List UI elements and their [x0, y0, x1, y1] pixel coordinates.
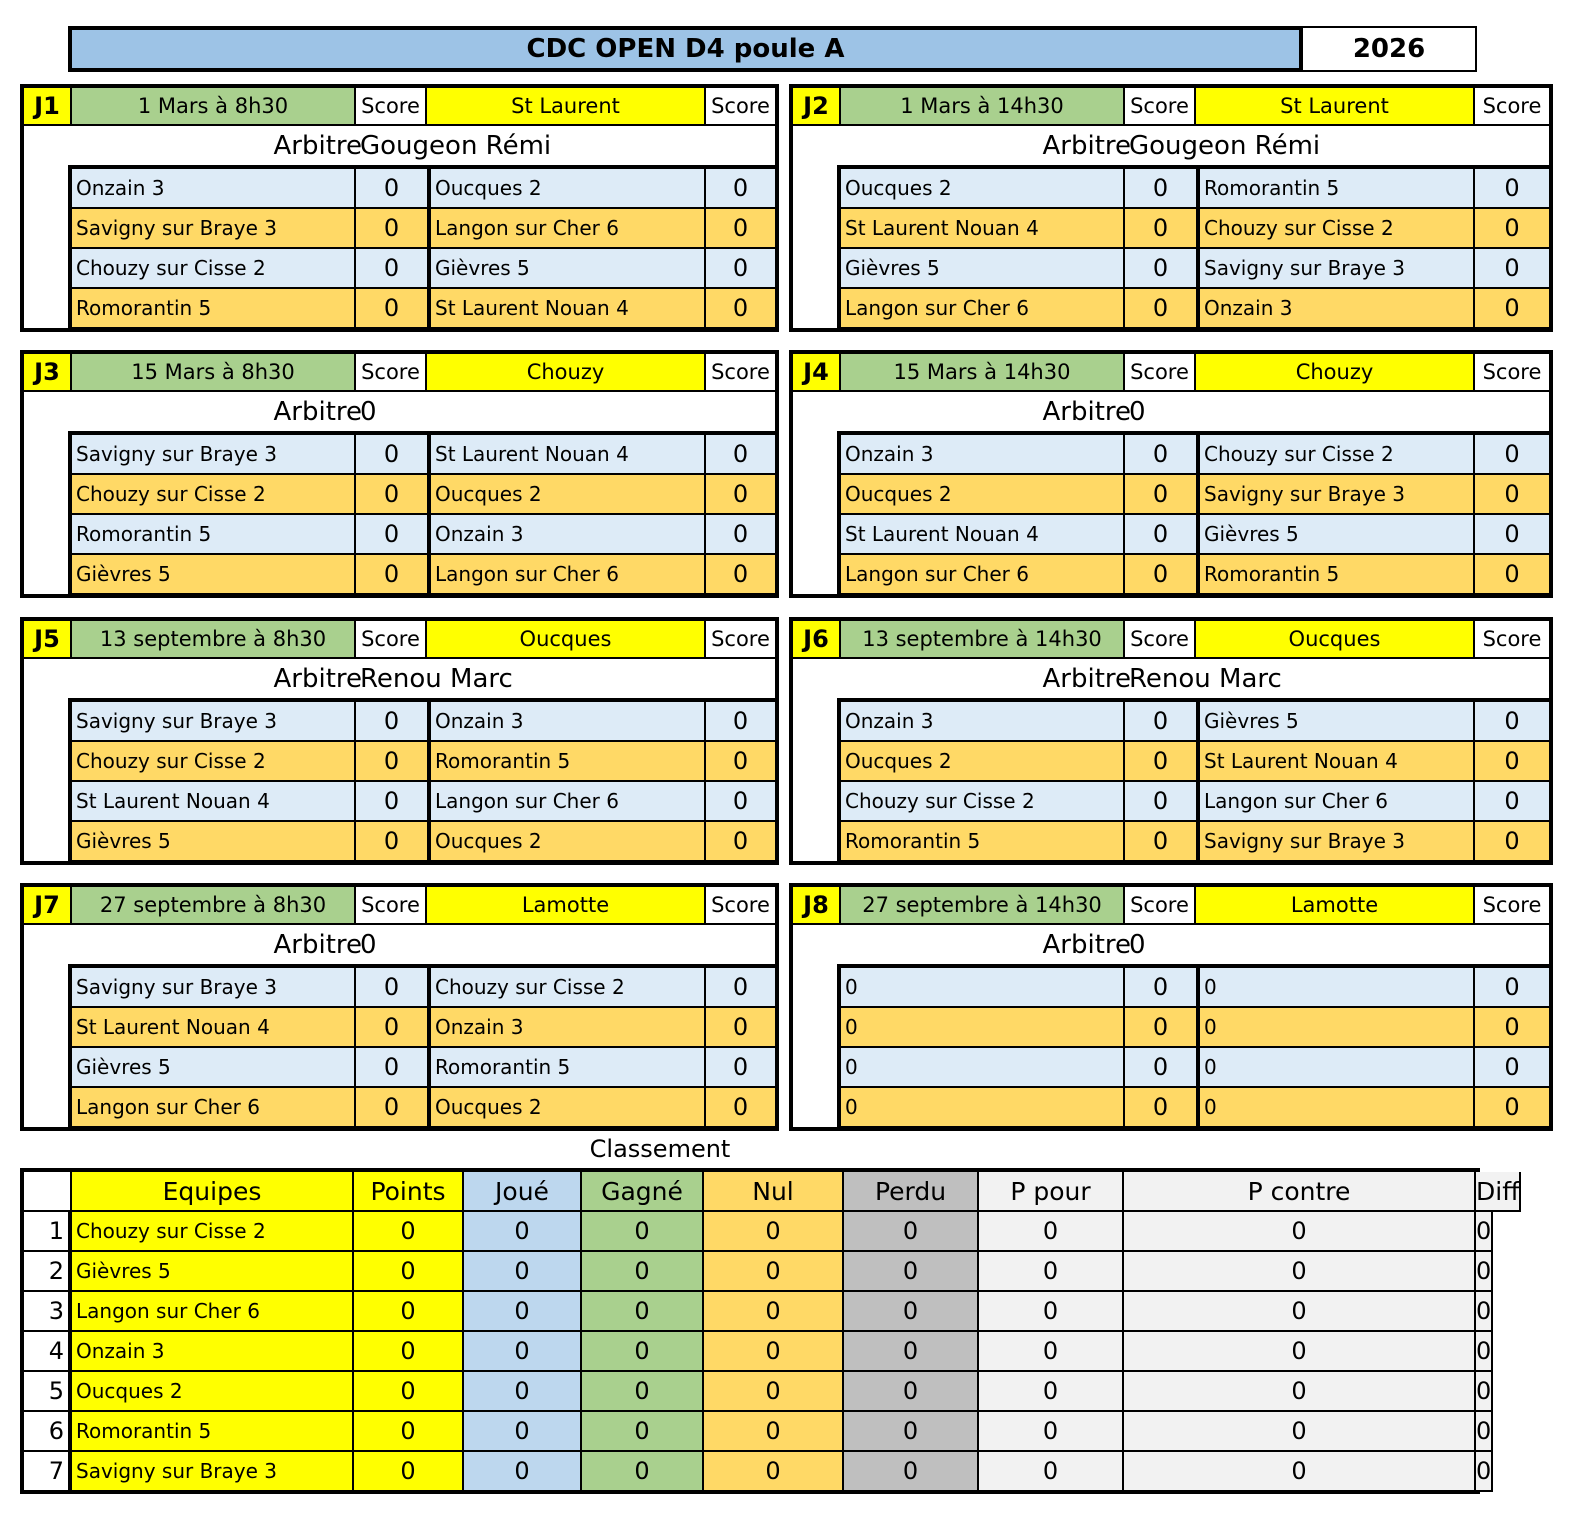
score-header: Score: [1473, 354, 1549, 390]
round-block: [789, 617, 1553, 865]
header-divider: [793, 657, 1549, 659]
column-header: Joué: [464, 1172, 582, 1212]
score-header: Score: [1123, 621, 1196, 657]
home-score[interactable]: 0: [354, 968, 427, 1008]
ranking-value: 0: [1476, 1212, 1493, 1252]
home-team: St Laurent Nouan 4: [72, 1008, 354, 1048]
round-block: [789, 883, 1553, 1131]
round-date: 27 septembre à 8h30: [72, 887, 354, 923]
away-team: Chouzy sur Cisse 2: [427, 968, 704, 1008]
ranking-value: 0: [1124, 1292, 1476, 1332]
away-score[interactable]: 0: [1473, 742, 1549, 782]
header-divider: [793, 923, 1549, 925]
score-header: Score: [1123, 88, 1196, 124]
round-block: [20, 617, 779, 865]
away-team: 0: [1196, 1008, 1473, 1048]
away-team: Oucques 2: [427, 475, 704, 515]
ranking-team: Langon sur Cher 6: [72, 1292, 354, 1332]
round-id: J3: [24, 354, 72, 390]
away-team: Savigny sur Braye 3: [1196, 249, 1473, 289]
home-score[interactable]: 0: [354, 702, 427, 742]
ranking-value: 0: [582, 1452, 704, 1492]
ranking-team: Savigny sur Braye 3: [72, 1452, 354, 1492]
away-team: Onzain 3: [427, 1008, 704, 1048]
score-header: Score: [354, 887, 427, 923]
away-score[interactable]: 0: [1473, 435, 1549, 475]
home-score[interactable]: 0: [354, 822, 427, 862]
home-team: Onzain 3: [72, 169, 354, 209]
rank-number: 4: [24, 1332, 72, 1372]
referee-name: Gougeon Rémi: [1129, 131, 1321, 161]
round-id: J5: [24, 621, 72, 657]
home-team: Romorantin 5: [841, 822, 1123, 862]
ranking-value: 0: [1476, 1372, 1493, 1412]
round-date: 13 septembre à 8h30: [72, 621, 354, 657]
matches-grid: [837, 165, 1549, 328]
page-title: CDC OPEN D4 poule A: [68, 26, 1303, 72]
away-team: Gièvres 5: [1196, 702, 1473, 742]
referee-label: Arbitre: [1042, 397, 1131, 427]
round-date: 15 Mars à 14h30: [841, 354, 1123, 390]
away-team: Langon sur Cher 6: [1196, 782, 1473, 822]
column-header: P pour: [979, 1172, 1124, 1212]
round-venue: Oucques: [427, 621, 704, 657]
ranking-value: 0: [844, 1412, 979, 1452]
away-score[interactable]: 0: [1473, 1048, 1549, 1088]
home-team: Romorantin 5: [72, 289, 354, 329]
referee-name: 0: [1129, 930, 1146, 960]
home-score[interactable]: 0: [354, 435, 427, 475]
rank-number: 5: [24, 1372, 72, 1412]
away-score[interactable]: 0: [704, 822, 775, 862]
referee-label: Arbitre: [1042, 131, 1131, 161]
score-header: Score: [1473, 887, 1549, 923]
away-score[interactable]: 0: [704, 289, 775, 329]
matches-grid: [837, 964, 1549, 1127]
home-team: Langon sur Cher 6: [841, 289, 1123, 329]
home-score[interactable]: 0: [354, 475, 427, 515]
round-venue: Lamotte: [1196, 887, 1473, 923]
home-team: St Laurent Nouan 4: [72, 782, 354, 822]
home-score[interactable]: 0: [1123, 249, 1196, 289]
away-team: St Laurent Nouan 4: [427, 289, 704, 329]
column-header: P contre: [1124, 1172, 1476, 1212]
home-team: 0: [841, 1088, 1123, 1128]
ranking-team: Gièvres 5: [72, 1252, 354, 1292]
ranking-value: 0: [1124, 1412, 1476, 1452]
round-block: [20, 350, 779, 598]
home-score[interactable]: 0: [354, 169, 427, 209]
ranking-value: 0: [979, 1332, 1124, 1372]
round-venue: St Laurent: [427, 88, 704, 124]
ranking-value: 0: [354, 1412, 464, 1452]
round-block: [789, 84, 1553, 332]
ranking-value: 0: [1124, 1212, 1476, 1252]
away-team: St Laurent Nouan 4: [427, 435, 704, 475]
ranking-value: 0: [464, 1412, 582, 1452]
home-team: Chouzy sur Cisse 2: [72, 249, 354, 289]
score-header: Score: [354, 621, 427, 657]
header-divider: [24, 923, 775, 925]
column-header: Diff: [1476, 1172, 1521, 1212]
away-score[interactable]: 0: [704, 968, 775, 1008]
away-team: Savigny sur Braye 3: [1196, 822, 1473, 862]
header-divider: [24, 124, 775, 126]
ranking-value: 0: [582, 1372, 704, 1412]
year-label: 2026: [1303, 26, 1477, 72]
score-header: Score: [704, 621, 775, 657]
rank-number: 7: [24, 1452, 72, 1492]
ranking-value: 0: [979, 1372, 1124, 1412]
rank-number: 1: [24, 1212, 72, 1252]
round-id: J4: [793, 354, 841, 390]
referee-label: Arbitre: [1042, 664, 1131, 694]
ranking-value: 0: [582, 1252, 704, 1292]
round-venue: St Laurent: [1196, 88, 1473, 124]
home-team: Gièvres 5: [841, 249, 1123, 289]
home-score[interactable]: 0: [1123, 515, 1196, 555]
ranking-value: 0: [844, 1452, 979, 1492]
score-header: Score: [354, 88, 427, 124]
home-team: Onzain 3: [841, 702, 1123, 742]
home-score[interactable]: 0: [354, 249, 427, 289]
round-date: 27 septembre à 14h30: [841, 887, 1123, 923]
away-score[interactable]: 0: [1473, 968, 1549, 1008]
home-team: Romorantin 5: [72, 515, 354, 555]
home-team: Savigny sur Braye 3: [72, 435, 354, 475]
matches-grid: [68, 165, 775, 328]
rank-number: 6: [24, 1412, 72, 1452]
score-header: Score: [704, 88, 775, 124]
ranking-table: [20, 1168, 1520, 1494]
ranking-value: 0: [979, 1292, 1124, 1332]
referee-label: Arbitre: [273, 930, 362, 960]
home-team: Chouzy sur Cisse 2: [841, 782, 1123, 822]
home-score[interactable]: 0: [354, 289, 427, 329]
round-date: 1 Mars à 14h30: [841, 88, 1123, 124]
away-score[interactable]: 0: [1473, 249, 1549, 289]
away-team: 0: [1196, 968, 1473, 1008]
home-team: Savigny sur Braye 3: [72, 968, 354, 1008]
away-score[interactable]: 0: [704, 475, 775, 515]
home-score[interactable]: 0: [1123, 822, 1196, 862]
home-team: Chouzy sur Cisse 2: [72, 475, 354, 515]
away-team: Gièvres 5: [427, 249, 704, 289]
ranking-value: 0: [464, 1212, 582, 1252]
away-score[interactable]: 0: [704, 555, 775, 595]
away-score[interactable]: 0: [1473, 475, 1549, 515]
ranking-value: 0: [979, 1452, 1124, 1492]
home-score[interactable]: 0: [354, 782, 427, 822]
ranking-value: 0: [582, 1412, 704, 1452]
away-team: Onzain 3: [427, 702, 704, 742]
away-team: Onzain 3: [427, 515, 704, 555]
away-score[interactable]: 0: [1473, 209, 1549, 249]
home-team: Gièvres 5: [72, 555, 354, 595]
ranking-value: 0: [464, 1452, 582, 1492]
away-score[interactable]: 0: [1473, 1008, 1549, 1048]
home-score[interactable]: 0: [354, 515, 427, 555]
score-header: Score: [704, 887, 775, 923]
ranking-team: Oucques 2: [72, 1372, 354, 1412]
away-team: Chouzy sur Cisse 2: [1196, 435, 1473, 475]
round-id: J7: [24, 887, 72, 923]
score-header: Score: [354, 354, 427, 390]
ranking-value: 0: [354, 1332, 464, 1372]
away-team: Langon sur Cher 6: [427, 209, 704, 249]
rank-number: 3: [24, 1292, 72, 1332]
rank-header: [24, 1172, 72, 1212]
away-score[interactable]: 0: [1473, 555, 1549, 595]
home-score[interactable]: 0: [1123, 1048, 1196, 1088]
away-score[interactable]: 0: [704, 702, 775, 742]
away-score[interactable]: 0: [704, 515, 775, 555]
column-header: Equipes: [72, 1172, 354, 1212]
home-team: Onzain 3: [841, 435, 1123, 475]
home-team: Chouzy sur Cisse 2: [72, 742, 354, 782]
round-venue: Lamotte: [427, 887, 704, 923]
ranking-value: 0: [1124, 1252, 1476, 1292]
home-score[interactable]: 0: [354, 1008, 427, 1048]
referee-name: 0: [360, 930, 377, 960]
home-score[interactable]: 0: [1123, 435, 1196, 475]
ranking-value: 0: [704, 1412, 844, 1452]
matches-grid: [837, 698, 1549, 861]
home-score[interactable]: 0: [1123, 475, 1196, 515]
away-team: Langon sur Cher 6: [427, 782, 704, 822]
home-score[interactable]: 0: [354, 209, 427, 249]
home-score[interactable]: 0: [1123, 742, 1196, 782]
ranking-value: 0: [354, 1452, 464, 1492]
away-team: Oucques 2: [427, 1088, 704, 1128]
away-team: Gièvres 5: [1196, 515, 1473, 555]
ranking-value: 0: [704, 1332, 844, 1372]
away-team: Onzain 3: [1196, 289, 1473, 329]
away-team: Savigny sur Braye 3: [1196, 475, 1473, 515]
home-team: St Laurent Nouan 4: [841, 515, 1123, 555]
away-score[interactable]: 0: [704, 782, 775, 822]
referee-label: Arbitre: [273, 131, 362, 161]
away-score[interactable]: 0: [704, 1008, 775, 1048]
ranking-value: 0: [704, 1212, 844, 1252]
referee-name: Renou Marc: [1129, 664, 1282, 694]
home-score[interactable]: 0: [1123, 289, 1196, 329]
ranking-value: 0: [1476, 1332, 1493, 1372]
round-venue: Chouzy: [1196, 354, 1473, 390]
round-id: J6: [793, 621, 841, 657]
ranking-value: 0: [704, 1372, 844, 1412]
ranking-value: 0: [1476, 1452, 1493, 1492]
header-divider: [793, 124, 1549, 126]
ranking-value: 0: [464, 1292, 582, 1332]
ranking-value: 0: [582, 1212, 704, 1252]
home-team: Savigny sur Braye 3: [72, 702, 354, 742]
home-score[interactable]: 0: [1123, 209, 1196, 249]
away-score[interactable]: 0: [704, 1088, 775, 1128]
referee-name: 0: [360, 397, 377, 427]
round-id: J8: [793, 887, 841, 923]
ranking-value: 0: [354, 1372, 464, 1412]
ranking-value: 0: [354, 1292, 464, 1332]
away-score[interactable]: 0: [1473, 822, 1549, 862]
away-team: Oucques 2: [427, 822, 704, 862]
away-team: Romorantin 5: [1196, 555, 1473, 595]
score-header: Score: [1473, 88, 1549, 124]
home-score[interactable]: 0: [1123, 555, 1196, 595]
ranking-team: Romorantin 5: [72, 1412, 354, 1452]
home-score[interactable]: 0: [1123, 968, 1196, 1008]
away-score[interactable]: 0: [1473, 169, 1549, 209]
ranking-value: 0: [844, 1212, 979, 1252]
away-team: 0: [1196, 1048, 1473, 1088]
ranking-value: 0: [844, 1332, 979, 1372]
away-score[interactable]: 0: [1473, 515, 1549, 555]
header-divider: [24, 657, 775, 659]
away-score[interactable]: 0: [704, 209, 775, 249]
away-team: Romorantin 5: [427, 1048, 704, 1088]
home-team: 0: [841, 1008, 1123, 1048]
round-venue: Oucques: [1196, 621, 1473, 657]
home-score[interactable]: 0: [354, 1088, 427, 1128]
ranking-value: 0: [844, 1372, 979, 1412]
ranking-value: 0: [1476, 1252, 1493, 1292]
home-score[interactable]: 0: [1123, 1088, 1196, 1128]
ranking-value: 0: [1476, 1292, 1493, 1332]
referee-name: Gougeon Rémi: [360, 131, 552, 161]
away-score[interactable]: 0: [1473, 289, 1549, 329]
away-score[interactable]: 0: [704, 169, 775, 209]
away-score[interactable]: 0: [704, 249, 775, 289]
ranking-value: 0: [464, 1332, 582, 1372]
referee-name: 0: [1129, 397, 1146, 427]
matches-grid: [837, 431, 1549, 594]
home-team: 0: [841, 968, 1123, 1008]
away-team: St Laurent Nouan 4: [1196, 742, 1473, 782]
header-divider: [793, 390, 1549, 392]
classement-title: Classement: [589, 1135, 731, 1163]
away-team: Oucques 2: [427, 169, 704, 209]
ranking-value: 0: [464, 1372, 582, 1412]
score-header: Score: [1123, 887, 1196, 923]
score-header: Score: [704, 354, 775, 390]
ranking-value: 0: [704, 1452, 844, 1492]
home-team: Oucques 2: [841, 169, 1123, 209]
home-team: 0: [841, 1048, 1123, 1088]
home-score[interactable]: 0: [1123, 1008, 1196, 1048]
score-header: Score: [1473, 621, 1549, 657]
round-venue: Chouzy: [427, 354, 704, 390]
score-header: Score: [1123, 354, 1196, 390]
home-team: Gièvres 5: [72, 1048, 354, 1088]
ranking-value: 0: [979, 1412, 1124, 1452]
away-score[interactable]: 0: [1473, 1088, 1549, 1128]
home-team: St Laurent Nouan 4: [841, 209, 1123, 249]
away-score[interactable]: 0: [704, 742, 775, 782]
column-header: Points: [354, 1172, 464, 1212]
away-team: Chouzy sur Cisse 2: [1196, 209, 1473, 249]
away-team: Romorantin 5: [1196, 169, 1473, 209]
home-team: Oucques 2: [841, 475, 1123, 515]
ranking-value: 0: [582, 1332, 704, 1372]
referee-label: Arbitre: [1042, 930, 1131, 960]
ranking-value: 0: [582, 1292, 704, 1332]
home-team: Langon sur Cher 6: [72, 1088, 354, 1128]
home-team: Oucques 2: [841, 742, 1123, 782]
home-score[interactable]: 0: [1123, 782, 1196, 822]
matches-grid: [68, 431, 775, 594]
ranking-value: 0: [844, 1292, 979, 1332]
home-team: Langon sur Cher 6: [841, 555, 1123, 595]
home-score[interactable]: 0: [354, 1048, 427, 1088]
home-score[interactable]: 0: [354, 555, 427, 595]
round-id: J1: [24, 88, 72, 124]
ranking-value: 0: [979, 1252, 1124, 1292]
referee-label: Arbitre: [273, 397, 362, 427]
away-score[interactable]: 0: [704, 1048, 775, 1088]
ranking-value: 0: [704, 1292, 844, 1332]
round-date: 15 Mars à 8h30: [72, 354, 354, 390]
ranking-value: 0: [979, 1212, 1124, 1252]
column-header: Perdu: [844, 1172, 979, 1212]
ranking-value: 0: [1124, 1332, 1476, 1372]
ranking-value: 0: [704, 1252, 844, 1292]
home-score[interactable]: 0: [1123, 169, 1196, 209]
round-date: 1 Mars à 8h30: [72, 88, 354, 124]
home-team: Gièvres 5: [72, 822, 354, 862]
ranking-value: 0: [844, 1252, 979, 1292]
ranking-value: 0: [1124, 1372, 1476, 1412]
round-id: J2: [793, 88, 841, 124]
column-header: Gagné: [582, 1172, 704, 1212]
round-block: [789, 350, 1553, 598]
ranking-value: 0: [354, 1212, 464, 1252]
ranking-value: 0: [464, 1252, 582, 1292]
ranking-value: 0: [354, 1252, 464, 1292]
header-divider: [24, 390, 775, 392]
home-score[interactable]: 0: [1123, 702, 1196, 742]
column-header: Nul: [704, 1172, 844, 1212]
away-score[interactable]: 0: [1473, 702, 1549, 742]
round-block: [20, 883, 779, 1131]
home-team: Savigny sur Braye 3: [72, 209, 354, 249]
matches-grid: [68, 964, 775, 1127]
away-team: 0: [1196, 1088, 1473, 1128]
ranking-team: Chouzy sur Cisse 2: [72, 1212, 354, 1252]
referee-name: Renou Marc: [360, 664, 513, 694]
matches-grid: [68, 698, 775, 861]
away-score[interactable]: 0: [1473, 782, 1549, 822]
round-date: 13 septembre à 14h30: [841, 621, 1123, 657]
round-block: [20, 84, 779, 332]
referee-label: Arbitre: [273, 664, 362, 694]
home-score[interactable]: 0: [354, 742, 427, 782]
away-team: Romorantin 5: [427, 742, 704, 782]
rank-number: 2: [24, 1252, 72, 1292]
away-team: Langon sur Cher 6: [427, 555, 704, 595]
ranking-value: 0: [1124, 1452, 1476, 1492]
away-score[interactable]: 0: [704, 435, 775, 475]
ranking-team: Onzain 3: [72, 1332, 354, 1372]
ranking-value: 0: [1476, 1412, 1493, 1452]
